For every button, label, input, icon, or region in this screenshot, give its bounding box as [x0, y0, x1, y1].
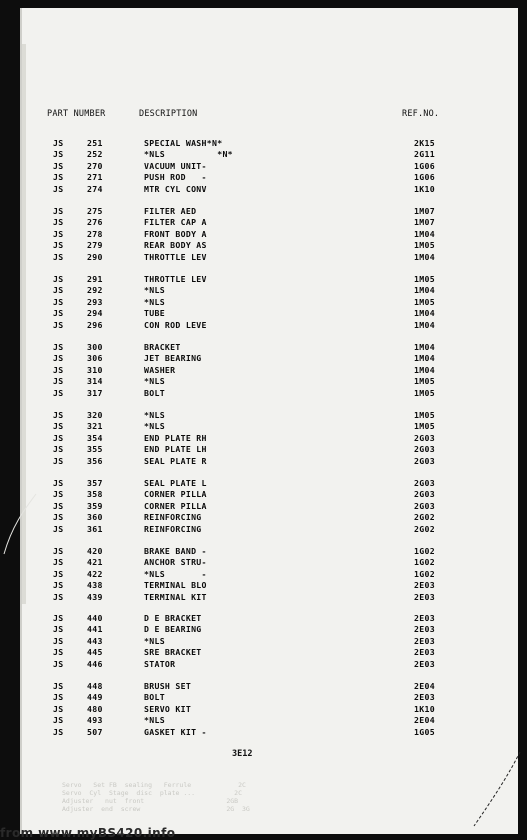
ref-no: 1G02 [414, 568, 435, 579]
part-number: 361 [87, 523, 103, 534]
part-description: FILTER AED [144, 206, 197, 216]
part-number: 493 [87, 715, 103, 726]
ref-no: 2E03 [414, 658, 435, 669]
ref-no: 1M05 [414, 387, 435, 398]
ref-no: 2G03 [414, 432, 435, 443]
table-row [22, 138, 518, 148]
part-description: *NLS [144, 635, 165, 646]
part-number: 296 [87, 319, 103, 330]
part-description: REINFORCING [144, 523, 202, 534]
ref-no: 1M05 [414, 240, 435, 251]
part-prefix: JS [53, 387, 64, 398]
part-description: *NLS [144, 296, 165, 307]
ref-no: 1M04 [414, 285, 435, 296]
table-row [22, 274, 518, 284]
ref-no: 1M04 [414, 364, 435, 375]
part-number: 443 [87, 635, 103, 646]
table-row [22, 624, 518, 634]
table-row [22, 376, 518, 386]
part-prefix: JS [53, 489, 64, 500]
part-prefix: JS [53, 647, 64, 658]
table-row [22, 240, 518, 250]
part-prefix: JS [53, 274, 64, 284]
part-number: 439 [87, 591, 103, 602]
part-number: 440 [87, 613, 103, 623]
table-row [22, 659, 518, 669]
part-description: *NLS [144, 285, 165, 296]
ref-no: 1G02 [414, 546, 435, 556]
part-prefix: JS [53, 308, 64, 319]
table-row [22, 647, 518, 657]
part-prefix: JS [53, 523, 64, 534]
ref-no: 2E03 [414, 591, 435, 602]
table-row [22, 308, 518, 318]
ref-no: 2E04 [414, 681, 435, 691]
part-number: 252 [87, 149, 103, 160]
part-prefix: JS [53, 455, 64, 466]
part-description: D E BEARING [144, 624, 202, 635]
part-description: *NLS *N* [144, 149, 233, 160]
part-prefix: JS [53, 546, 64, 556]
table-row [22, 592, 518, 602]
table-row [22, 297, 518, 307]
ref-no: 1M07 [414, 206, 435, 216]
part-description: FILTER CAP A [144, 217, 207, 228]
table-row [22, 569, 518, 579]
part-description: *NLS - [144, 568, 207, 579]
part-description: SERVO KIT [144, 703, 192, 714]
part-description: BOLT [144, 387, 165, 398]
table-row [22, 388, 518, 398]
part-number: 294 [87, 308, 103, 319]
ref-no: 2G03 [414, 478, 435, 488]
part-description: BRACKET [144, 342, 181, 352]
part-number: 300 [87, 342, 103, 352]
ref-no: 2G03 [414, 455, 435, 466]
part-number: 445 [87, 647, 103, 658]
ref-no: 2E03 [414, 613, 435, 623]
part-number: 279 [87, 240, 103, 251]
part-description: TERMINAL KIT [144, 591, 207, 602]
ref-no: 1M04 [414, 228, 435, 239]
ref-no: 1M05 [414, 296, 435, 307]
part-prefix: JS [53, 703, 64, 714]
part-prefix: JS [53, 444, 64, 455]
part-prefix: JS [53, 285, 64, 296]
part-prefix: JS [53, 319, 64, 330]
part-prefix: JS [53, 692, 64, 703]
part-number: 306 [87, 353, 103, 364]
ref-no: 1M04 [414, 342, 435, 352]
table-row [22, 161, 518, 171]
part-prefix: JS [53, 217, 64, 228]
part-prefix: JS [53, 613, 64, 623]
ref-no: 1K10 [414, 183, 435, 194]
ref-no: 1M07 [414, 217, 435, 228]
part-prefix: JS [53, 421, 64, 432]
ref-no: 2G02 [414, 512, 435, 523]
part-number: 291 [87, 274, 103, 284]
part-prefix: JS [53, 206, 64, 216]
part-description: TERMINAL BLO [144, 580, 207, 591]
watermark-url: from www.myBS420.info [0, 826, 176, 840]
part-description: BRAKE BAND - [144, 546, 207, 556]
part-number: 438 [87, 580, 103, 591]
part-number: 278 [87, 228, 103, 239]
part-description: *NLS [144, 410, 165, 420]
part-number: 446 [87, 658, 103, 669]
part-number: 354 [87, 432, 103, 443]
part-description: *NLS [144, 715, 165, 726]
ref-no: 1G06 [414, 172, 435, 183]
part-prefix: JS [53, 681, 64, 691]
part-prefix: JS [53, 172, 64, 183]
ref-no: 1M04 [414, 308, 435, 319]
part-prefix: JS [53, 228, 64, 239]
table-row [22, 353, 518, 363]
table-row [22, 365, 518, 375]
part-description: THROTTLE LEV [144, 274, 207, 284]
part-number: 358 [87, 489, 103, 500]
table-row [22, 524, 518, 534]
part-prefix: JS [53, 432, 64, 443]
part-number: 320 [87, 410, 103, 420]
ref-no: 2E04 [414, 715, 435, 726]
part-prefix: JS [53, 149, 64, 160]
ref-no: 1M05 [414, 376, 435, 387]
part-prefix: JS [53, 557, 64, 568]
table-row [22, 342, 518, 352]
ref-no: 2G03 [414, 444, 435, 455]
part-description: *NLS [144, 376, 165, 387]
part-number: 355 [87, 444, 103, 455]
table-row [22, 681, 518, 691]
part-prefix: JS [53, 410, 64, 420]
document-page [20, 8, 518, 834]
table-row [22, 613, 518, 623]
ref-no: 2E03 [414, 624, 435, 635]
table-row [22, 421, 518, 431]
part-number: 251 [87, 138, 103, 148]
table-row [22, 512, 518, 522]
part-prefix: JS [53, 478, 64, 488]
ref-no: 2E03 [414, 647, 435, 658]
part-prefix: JS [53, 726, 64, 737]
part-number: 360 [87, 512, 103, 523]
part-number: 420 [87, 546, 103, 556]
table-row [22, 478, 518, 488]
table-row [22, 580, 518, 590]
part-number: 317 [87, 387, 103, 398]
part-number: 441 [87, 624, 103, 635]
part-description: *NLS [144, 421, 165, 432]
part-description: BOLT [144, 692, 165, 703]
table-row [22, 433, 518, 443]
table-row [22, 410, 518, 420]
part-description: JET BEARING [144, 353, 202, 364]
part-prefix: JS [53, 364, 64, 375]
part-prefix: JS [53, 624, 64, 635]
table-row [22, 692, 518, 702]
part-number: 321 [87, 421, 103, 432]
part-prefix: JS [53, 353, 64, 364]
part-description: FRONT BODY A [144, 228, 207, 239]
part-number: 449 [87, 692, 103, 703]
part-description: SRE BRACKET [144, 647, 202, 658]
ref-no: 1M05 [414, 421, 435, 432]
part-description: SPECIAL WASH*N* [144, 138, 223, 148]
table-row [22, 149, 518, 159]
part-description: CON ROD LEVE [144, 319, 207, 330]
table-row [22, 636, 518, 646]
table-row [22, 252, 518, 262]
part-prefix: JS [53, 251, 64, 262]
part-description: BRUSH SET [144, 681, 192, 691]
part-description: CORNER PILLA [144, 489, 207, 500]
ref-no: 2G03 [414, 489, 435, 500]
ref-no: 1G05 [414, 726, 435, 737]
part-prefix: JS [53, 160, 64, 171]
table-row [22, 172, 518, 182]
part-number: 507 [87, 726, 103, 737]
table-row [22, 501, 518, 511]
table-row [22, 557, 518, 567]
ref-no: 1M04 [414, 319, 435, 330]
ref-no: 1M04 [414, 353, 435, 364]
part-number: 271 [87, 172, 103, 183]
part-prefix: JS [53, 658, 64, 669]
part-number: 275 [87, 206, 103, 216]
header-description: DESCRIPTION [139, 109, 198, 119]
header-ref-no: REF.NO. [402, 109, 440, 119]
part-description: MTR CYL CONV [144, 183, 207, 194]
ref-no: 2E03 [414, 580, 435, 591]
part-description: CORNER PILLA [144, 500, 207, 511]
part-description: SEAL PLATE L [144, 478, 207, 488]
part-number: 293 [87, 296, 103, 307]
table-row [22, 715, 518, 725]
scratch-mark-left [0, 490, 40, 560]
part-prefix: JS [53, 138, 64, 148]
part-number: 421 [87, 557, 103, 568]
part-description: THROTTLE LEV [144, 251, 207, 262]
part-prefix: JS [53, 568, 64, 579]
part-number: 422 [87, 568, 103, 579]
ref-no: 1G02 [414, 557, 435, 568]
part-prefix: JS [53, 512, 64, 523]
ref-no: 1M05 [414, 274, 435, 284]
part-prefix: JS [53, 342, 64, 352]
table-row [22, 217, 518, 227]
header-part-number: PART NUMBER [47, 109, 106, 119]
part-description: ANCHOR STRU- [144, 557, 207, 568]
table-row [22, 206, 518, 216]
table-row [22, 184, 518, 194]
table-row [22, 285, 518, 295]
part-prefix: JS [53, 500, 64, 511]
part-description: REAR BODY AS [144, 240, 207, 251]
ref-no: 1M05 [414, 410, 435, 420]
part-description: WASHER [144, 364, 176, 375]
part-description: REINFORCING [144, 512, 202, 523]
bleed-through-text: Servo Set FB sealing Ferrule 2C Servo Cyl Stage disc plate ... 2C Adjuster nut front 2GB Adjuster end screw 2G 3G [62, 781, 250, 813]
table-row [22, 704, 518, 714]
part-description: SEAL PLATE R [144, 455, 207, 466]
part-number: 480 [87, 703, 103, 714]
part-number: 359 [87, 500, 103, 511]
part-prefix: JS [53, 183, 64, 194]
ref-no: 1K10 [414, 703, 435, 714]
table-row [22, 229, 518, 239]
part-prefix: JS [53, 715, 64, 726]
part-number: 290 [87, 251, 103, 262]
part-prefix: JS [53, 376, 64, 387]
part-description: D E BRACKET [144, 613, 202, 623]
part-number: 448 [87, 681, 103, 691]
part-number: 274 [87, 183, 103, 194]
table-row [22, 456, 518, 466]
table-row [22, 444, 518, 454]
part-prefix: JS [53, 580, 64, 591]
ref-no: 1G06 [414, 160, 435, 171]
ref-no: 2E03 [414, 692, 435, 703]
part-number: 356 [87, 455, 103, 466]
part-description: VACUUM UNIT- [144, 160, 207, 171]
part-description: GASKET KIT - [144, 726, 207, 737]
part-prefix: JS [53, 635, 64, 646]
part-description: STATOR [144, 658, 176, 669]
table-row [22, 546, 518, 556]
part-description: END PLATE RH [144, 432, 207, 443]
part-number: 357 [87, 478, 103, 488]
part-prefix: JS [53, 240, 64, 251]
ref-no: 2K15 [414, 138, 435, 148]
part-description: PUSH ROD - [144, 172, 207, 183]
page-code: 3E12 [232, 749, 253, 759]
part-description: END PLATE LH [144, 444, 207, 455]
part-number: 314 [87, 376, 103, 387]
table-row [22, 727, 518, 737]
ref-no: 2E03 [414, 635, 435, 646]
table-row [22, 489, 518, 499]
ref-no: 2G02 [414, 523, 435, 534]
ref-no: 2G11 [414, 149, 435, 160]
table-row [22, 320, 518, 330]
ref-no: 2G03 [414, 500, 435, 511]
ref-no: 1M04 [414, 251, 435, 262]
part-prefix: JS [53, 296, 64, 307]
part-number: 276 [87, 217, 103, 228]
part-description: TUBE [144, 308, 165, 319]
part-number: 270 [87, 160, 103, 171]
part-prefix: JS [53, 591, 64, 602]
part-number: 310 [87, 364, 103, 375]
part-number: 292 [87, 285, 103, 296]
scratch-mark-right [468, 750, 523, 830]
